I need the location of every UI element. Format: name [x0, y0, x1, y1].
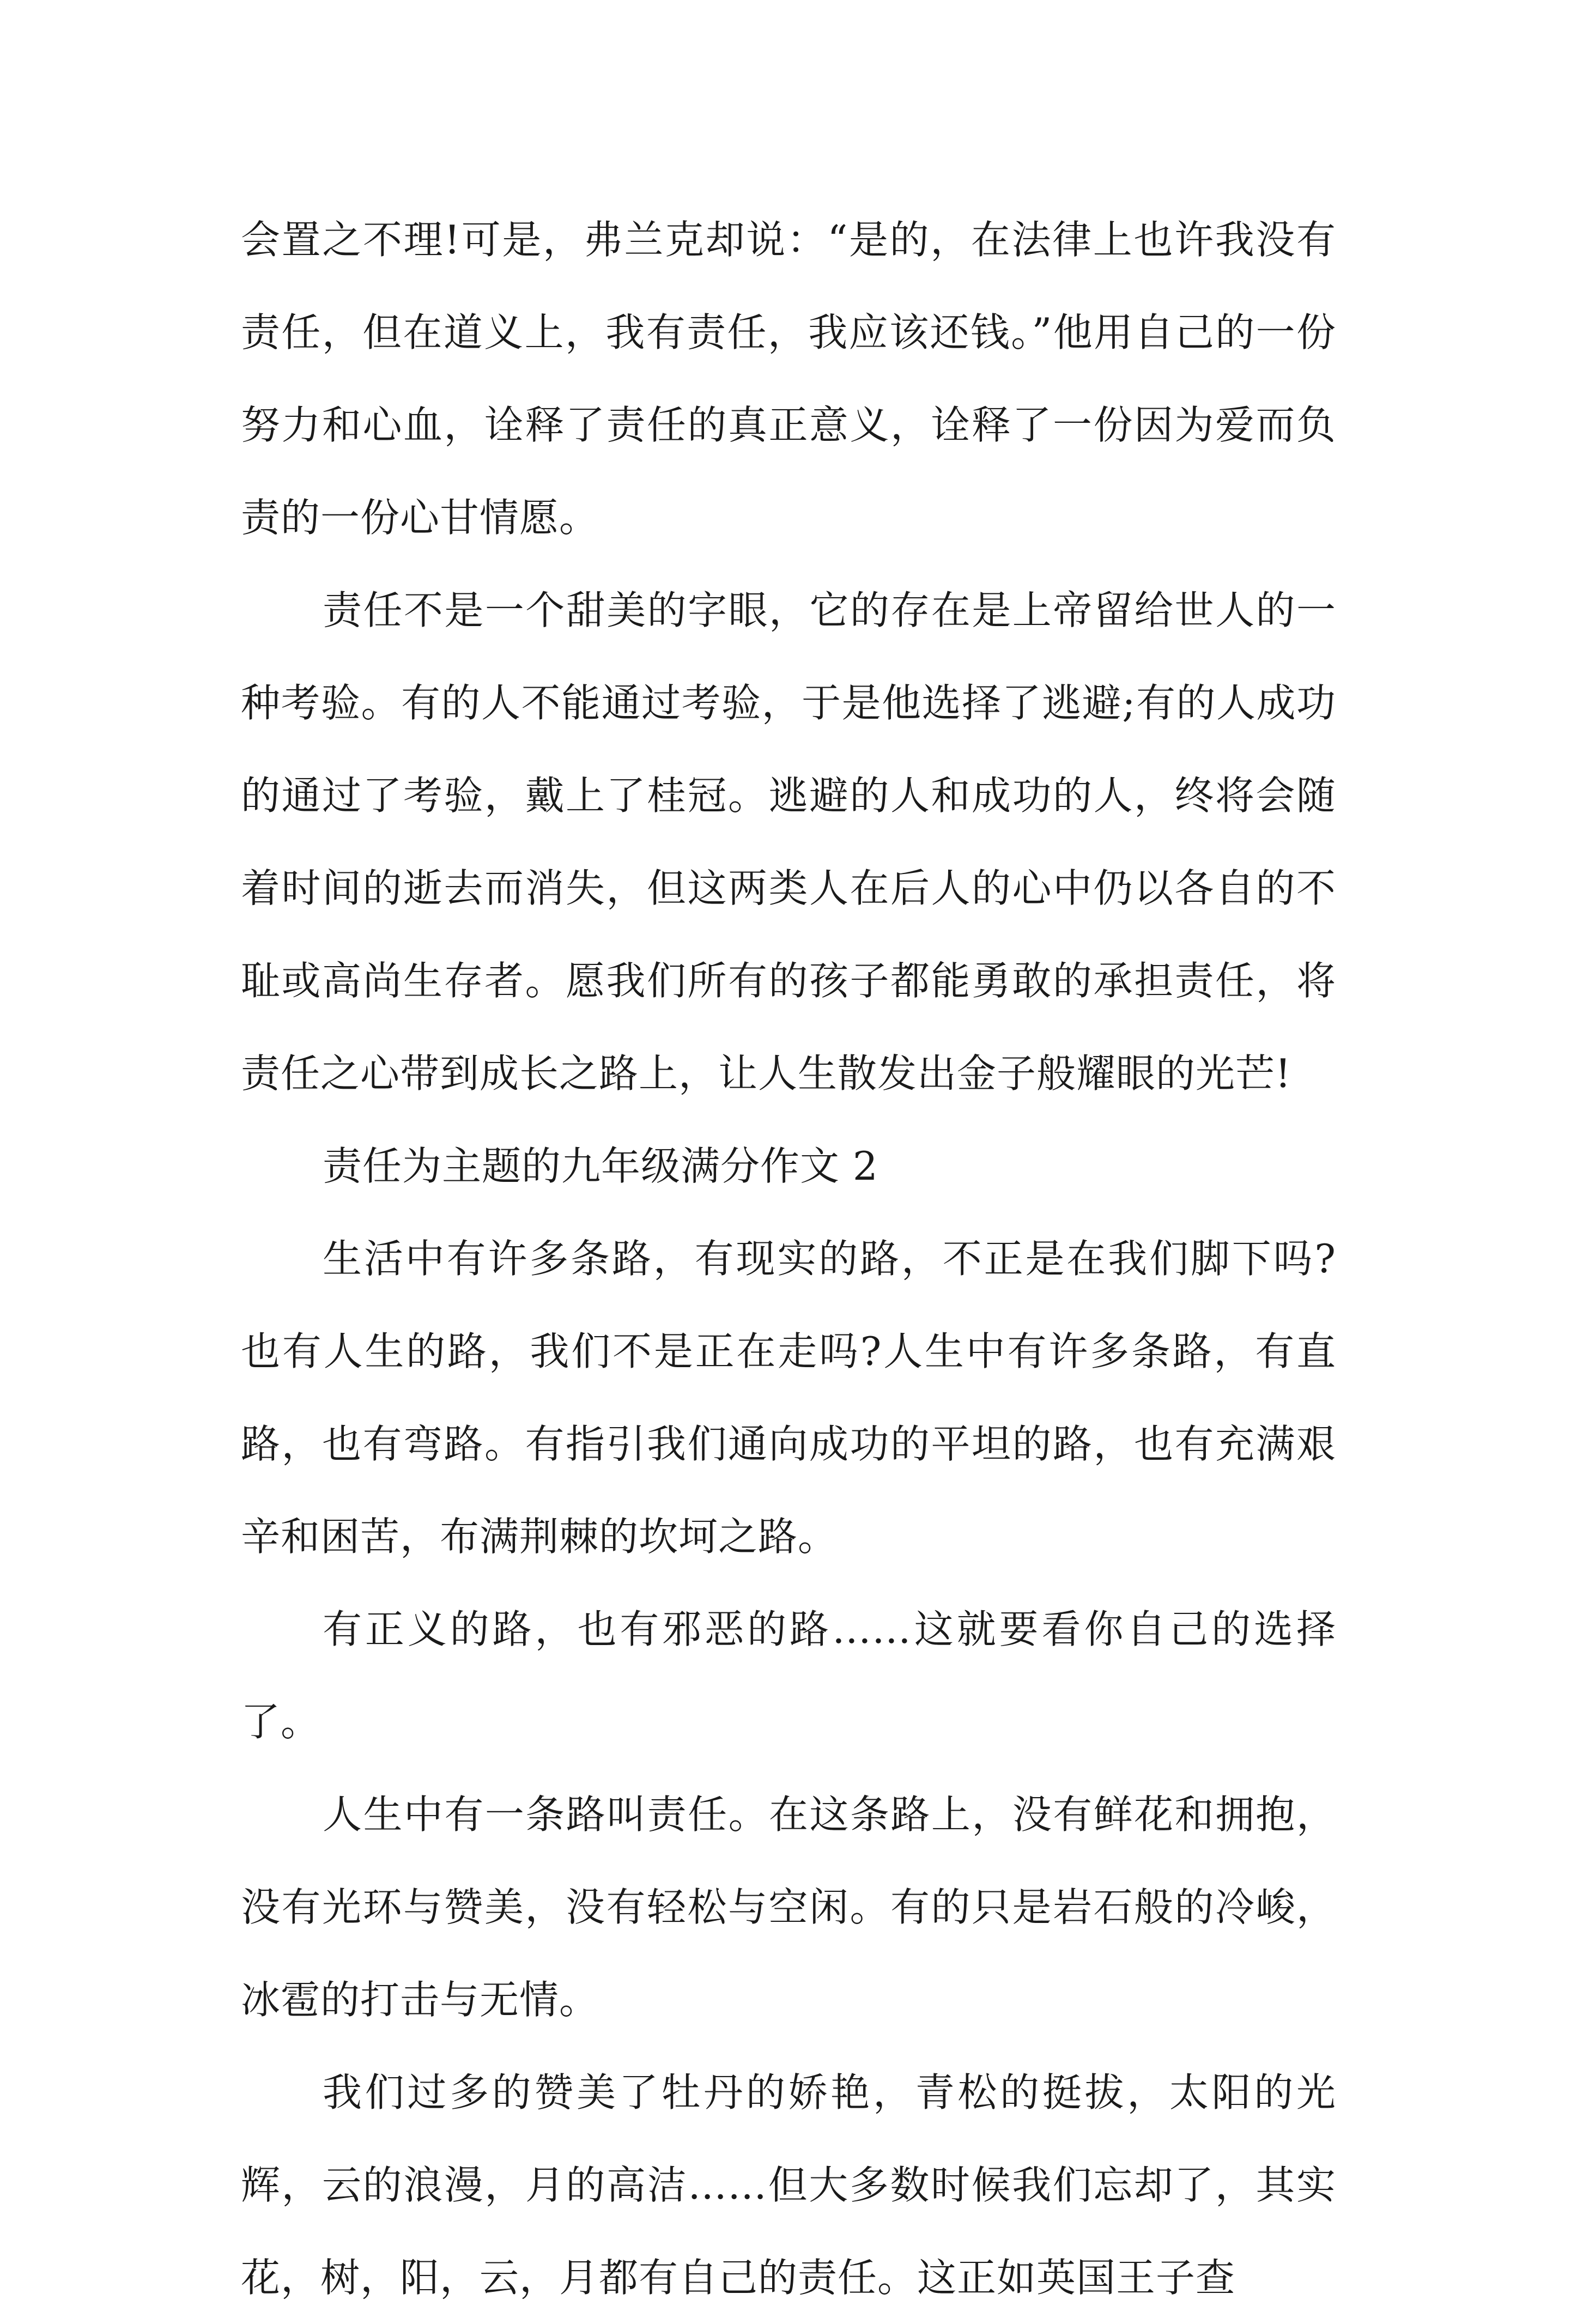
paragraph-praise-nature: 我们过多的赞美了牡丹的娇艳，青松的挺拔，太阳的光辉，云的浪漫，月的高洁……但大多数时候我们忘却了，其实花，树，阳，云，月都有自己的责任。这正如英国王子查	[241, 2070, 1336, 2301]
paragraph-justice-road: 有正义的路，也有邪恶的路……这就要看你自己的选择了。	[241, 1606, 1336, 1745]
paragraph-continuation: 会置之不理!可是，弗兰克却说：“是的，在法律上也许我没有责任，但在道义上，我有责任，我应该还钱。”他用自己的一份努力和心血，诠释了责任的真正意义，诠释了一份因为爱而负责的一份心甘情愿。	[241, 217, 1336, 541]
paragraph-road-of-responsibility: 人生中有一条路叫责任。在这条路上，没有鲜花和拥抱，没有光环与赞美，没有轻松与空闲。有的只是岩石般的冷峻，冰雹的打击与无情。	[241, 1792, 1336, 2023]
paragraph-many-roads: 生活中有许多条路，有现实的路，不正是在我们脚下吗?也有人生的路，我们不是正在走吗?人生中有许多条路，有直路，也有弯路。有指引我们通向成功的平坦的路，也有充满艰辛和困苦，布满荆棘的坎坷之路。	[241, 1236, 1336, 1560]
body-text	[241, 193, 1336, 2324]
essay-title: 责任为主题的九年级满分作文 2	[323, 1143, 878, 1189]
paragraph-responsibility-test: 责任不是一个甜美的字眼，它的存在是上帝留给世人的一种考验。有的人不能通过考验，于是他选择了逃避;有的人成功的通过了考验，戴上了桂冠。逃避的人和成功的人，终将会随着时间的逝去而消失，但这两类人在后人的心中仍以各自的不耻或高尚生存者。愿我们所有的孩子都能勇敢的承担责任，将责任之心带到成长之路上，让人生散发出金子般耀眼的光芒!	[241, 587, 1336, 1096]
